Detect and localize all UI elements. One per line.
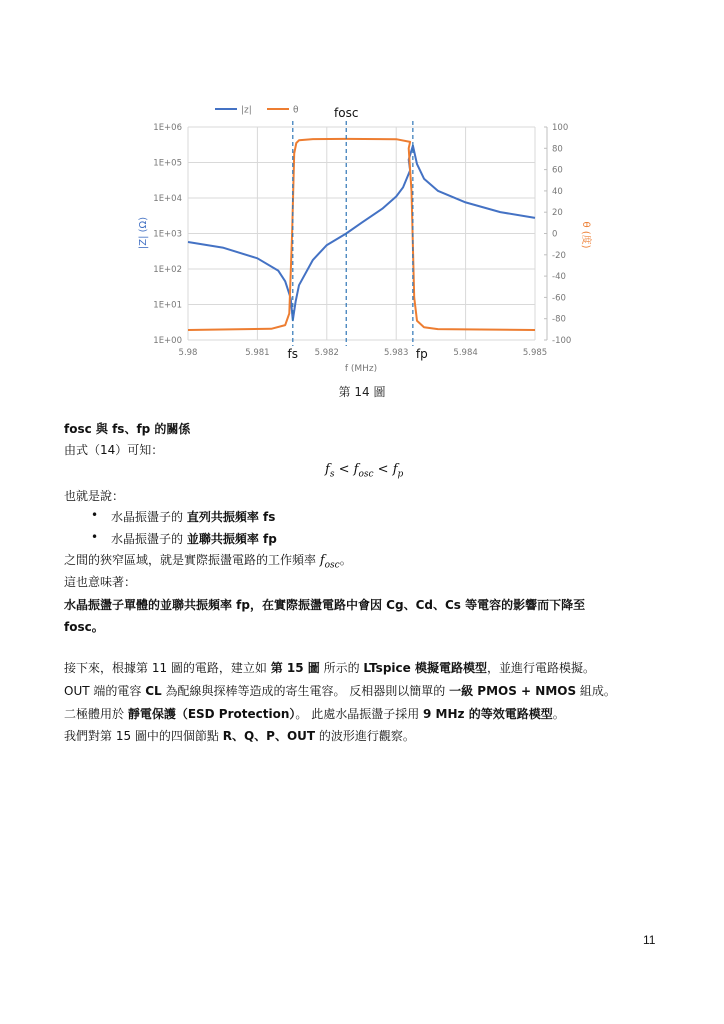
right-axis-label: θ (度) [580, 221, 591, 249]
eq-fs-sub: s [329, 469, 335, 480]
bullet-1 [111, 508, 275, 525]
between-f: f [319, 553, 325, 568]
x-tick-label: 5.983 [384, 348, 409, 358]
chart-series [188, 139, 535, 330]
bullet-2-prefix: 水晶振盪子的 [111, 532, 187, 546]
impedance-phase-chart [120, 98, 600, 378]
eq-fp-sub: p [397, 469, 404, 480]
right-tick-label: 80 [552, 144, 563, 155]
impedance-line [188, 146, 535, 321]
right-tick-label: 20 [552, 208, 563, 219]
paragraph-3: 二極體用於 靜電保護（ESD Protection）。 此處水晶振盪子採用 9 MHz 的等效電路模型。 [64, 707, 565, 721]
eq-fs: f [325, 462, 330, 477]
left-tick-label: 1E+00 [153, 336, 182, 346]
left-tick-label: 1E+06 [153, 123, 182, 133]
x-tick-label: 5.984 [453, 348, 478, 358]
right-tick-label: -60 [552, 293, 566, 304]
marker-label-fp: fp [415, 347, 428, 361]
between-end: 。 [339, 553, 352, 567]
bold-paragraph-line-2: fosc。 [64, 620, 104, 634]
between-f-sub: osc [324, 560, 340, 571]
bullet-1-dot: • [91, 508, 99, 522]
left-tick-label: 1E+05 [153, 158, 182, 169]
page-number: 11 [643, 933, 656, 947]
x-tick-label: 5.985 [522, 348, 548, 358]
left-tick-label: 1E+04 [153, 194, 182, 204]
that-is-text: 也就是說： [64, 489, 125, 503]
left-tick-label: 1E+02 [153, 265, 182, 275]
eq-fp: f [392, 462, 398, 477]
bullet-2 [111, 530, 277, 547]
bullet-2-dot: • [91, 530, 99, 544]
right-tick-label: -100 [552, 336, 572, 346]
x-tick-label: 5.98 [178, 348, 198, 358]
paragraph-1: 接下來，根據第 11 圖的電路，建立如 第 15 圖 所示的 LTspice 模擬電路模型，並進行電路模擬。 [64, 661, 595, 675]
phase-line [188, 139, 535, 330]
x-axis-ticks [179, 348, 548, 358]
paragraph-4: 我們對第 15 圖中的四個節點 R、Q、P、OUT 的波形進行觀察。 [64, 729, 415, 743]
eq-fosc: f [353, 462, 359, 477]
eq-fosc-sub: osc [358, 469, 374, 480]
intro-text: 由式（14）可知： [64, 443, 164, 457]
chart-grid [188, 127, 535, 340]
chart-legend [215, 106, 299, 116]
legend-label: θ [293, 105, 299, 116]
legend-label: |z| [241, 105, 252, 116]
left-tick-label: 1E+03 [153, 229, 182, 240]
eq-op-1: < [338, 462, 350, 477]
right-tick-label: -80 [552, 314, 566, 325]
marker-label-fosc: fosc [334, 106, 359, 120]
right-tick-label: 60 [552, 165, 563, 176]
right-axis-ticks [544, 123, 571, 346]
bold-paragraph-line-1: 水晶振盪子單體的並聯共振頻率 fp，在實際振盪電路中會因 Cg、Cd、Cs 等電容的影響而下降至 [64, 598, 586, 612]
left-axis-ticks [153, 123, 182, 346]
right-tick-label: 100 [552, 123, 569, 133]
bullet-2-bold: 並聯共振頻率 fp [186, 532, 277, 546]
paragraph-2: OUT 端的電容 CL 為配線與探棒等造成的寄生電容。 反相器則以簡單的 一級 PMOS + NMOS 組成。 [64, 684, 616, 698]
eq-op-2: < [377, 462, 389, 477]
bullet-1-bold: 直列共振頻率 fs [186, 510, 276, 524]
equation [325, 462, 403, 480]
right-tick-label: -40 [552, 272, 566, 283]
bullet-1-prefix: 水晶振盪子的 [111, 510, 187, 524]
x-tick-label: 5.981 [245, 348, 270, 358]
left-axis-label: |Z| (Ω) [138, 216, 149, 250]
figure-caption: 第 14 圖 [338, 385, 386, 399]
right-tick-label: 0 [552, 229, 558, 240]
between-text-body: 之間的狹窄區域，就是實際振盪電路的工作頻率 [64, 553, 320, 567]
between-text [64, 551, 352, 570]
means-text: 這也意味著： [64, 575, 137, 589]
x-tick-label: 5.982 [314, 348, 339, 358]
section-title: fosc 與 fs、fp 的關係 [64, 422, 191, 436]
right-tick-label: -20 [552, 250, 566, 261]
marker-label-fs: fs [287, 347, 299, 361]
left-tick-label: 1E+01 [153, 300, 182, 311]
right-tick-label: 40 [552, 186, 563, 197]
x-axis-label: f (MHz) [344, 364, 378, 374]
